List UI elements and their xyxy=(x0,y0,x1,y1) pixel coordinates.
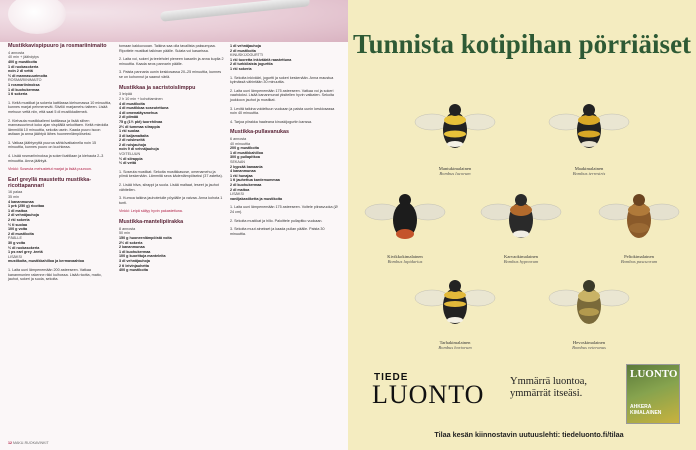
ad-slogan: Ymmärrä luontoa, ymmärrät itseäsi. xyxy=(510,376,587,399)
ingredient: 1 dl kuohukermaa xyxy=(119,249,151,254)
recipe-title: Mustikka-mantelipiirakka xyxy=(119,219,184,226)
ingredient: 2½ dl sokeria xyxy=(119,240,143,245)
ingredient: 2 tl leivinjauhetta xyxy=(119,263,149,268)
page-title: Tunnista kotipihan pörriäiset xyxy=(352,29,692,59)
ingredient: 1 tl sokeria xyxy=(8,92,28,97)
recipe-step: 1. Keitä mustikat ja sokeria kattilassa kiehumassa 10 minuuttia, kunnes marjat pehmenevät. Siivilöi marjamehu talteen. Lisää mehuun vettä niin, että saat 5 dl mustikkaliemeä. xyxy=(8,100,112,114)
ingredient-subheading: ROSMARIINIMAITO xyxy=(8,78,42,83)
ingredient: 1 rkl hunajaa xyxy=(230,173,253,178)
recipe-title: Earl greyllä maustettu mustikka-ricottapannari xyxy=(8,176,91,189)
ingredient: 400 g mustikoita xyxy=(119,268,148,273)
ingredient: 2 dl maitoa xyxy=(230,187,250,192)
ingredient: 1 rkl sokeria xyxy=(230,66,252,71)
recipe-step: 2. Laita uuni lämpenemään 175 asteeseen. Vatkaa voi ja sokeri vaahdoksi. Lisää kananmunat yksitellen hyvin vatkaten. Sekoita joukkoon jauhot ja mustikat. xyxy=(230,88,334,102)
bee-caption: Peltokimalainen Bombus pascuorum xyxy=(620,254,658,265)
bee-caption: Hevoskimalainen Bombus veteranus xyxy=(572,340,606,351)
ingredient: 3 dl kaljamaltaita xyxy=(119,133,149,138)
ingredient: 30 g voita xyxy=(8,240,26,245)
ingredient: 1 dl kuohukermaa xyxy=(8,87,40,92)
ingredient-subheading: PÄÄLLE xyxy=(8,236,22,241)
bee-illustration xyxy=(414,100,496,160)
page-footer xyxy=(8,441,49,445)
ingredient: mustikoita, mustikkahilloa ja kermavaahtoa xyxy=(8,259,85,264)
bee-illustration xyxy=(480,190,562,250)
ingredient: ½ dl siirappia xyxy=(119,156,143,161)
ingredient: ½ dl vettä xyxy=(119,161,137,166)
ingredient: 4 dl mustikoita xyxy=(119,101,145,106)
ingredient: 400 g mustikoita xyxy=(8,59,37,64)
recipe-title: Mustikkavispipuuro ja rosmariinimaito xyxy=(8,43,107,49)
recipe-column-1 xyxy=(8,44,113,282)
ingredient: 2 dl mustikoita xyxy=(8,231,34,236)
ingredient: 4 dl omenatäysmehua xyxy=(119,110,158,115)
ingredient-subheading: LISÄKSI xyxy=(230,192,244,197)
ingredient: 1 prk (250 g) ricottaa xyxy=(8,204,45,209)
bee-caption: Tarhakimalainen Bombus hortorum xyxy=(438,340,472,351)
ingredient-subheading: LISÄKSI xyxy=(8,254,22,259)
ingredient: 3 dl vehnäjauhoja xyxy=(119,258,150,263)
recipe-meta: 6 annosta 40 minuuttia xyxy=(230,137,251,146)
ingredient: noin 9 dl vehnäjauhoja xyxy=(119,147,159,152)
ingredient: 100 g kuorittuja manteleita xyxy=(119,254,166,259)
recipe-meta: 8 annosta 50 min xyxy=(119,226,136,236)
ingredient: 2 kypsää banaania xyxy=(230,164,263,169)
magazine-cover-headline: AHKERA KIMALAINEN xyxy=(630,404,662,416)
ingredient: 1 dl vehnäjauhoja xyxy=(230,44,261,48)
ingredient: 100 g voita xyxy=(8,227,28,232)
ad-subscribe-link[interactable]: Tilaa kesän kiinnostavin uutuuslehti: tiedeluonto.fi/tilaa xyxy=(434,430,624,439)
ingredient: 1 rosmariininoksa xyxy=(8,82,40,87)
bee-illustration xyxy=(548,100,630,160)
magazine-section: MAKU-RUOKAVINKIT xyxy=(13,441,49,445)
bee-illustration xyxy=(548,276,630,336)
ingredient: 2 dl mustikoita xyxy=(230,48,256,53)
ingredient: 1 dl ruokasokeria xyxy=(8,64,39,69)
recipe-step: 2. Kiehauta mustikkaliemi kattilassa ja lisää siihen mannasuurimot koko ajan vispilällä sekoittaen. Keitä miedolla lämmöllä 10 minuuttia, sekoita usein. Kaada puuro isoon astiaan ja anna jäähtyä lähes huoneenlämpöiseksi. xyxy=(8,118,109,137)
ad-brand-big: LUONTO xyxy=(372,380,485,409)
magazine-cover-title: LUONTO xyxy=(630,368,678,380)
recipe-step: 1. Laita uuni lämpenemään 175 asteeseen. Voitele piirasvuoka (Ø 24 cm). xyxy=(230,205,338,215)
recipe-step: tomaan kakkuvuoan. Taikina saa olla tavallista paksumpaa. Ripottele mustikat taikinan päälle. Sulata voi kasarissa. xyxy=(119,44,216,53)
bee-illustration xyxy=(598,190,680,250)
magazine-cover xyxy=(626,364,680,424)
recipe-step: 2. Sekoita mustikat ja hillo. Paloittele pullapitko vuokaan. xyxy=(230,218,323,223)
bee-page xyxy=(348,0,696,450)
ingredient: 2 dl turkkilaista jogurttia xyxy=(230,62,273,67)
recipe-step: 3. Paista pannaria uunin keskiosassa 20–25 minuuttia, kunnes se on kohonnut ja saanut väriä. xyxy=(119,70,222,79)
ingredient: noin 2 dl vettä xyxy=(8,69,33,74)
ingredient: 2 rkl sokeria xyxy=(8,218,30,223)
recipe-step: 2. Lisää hiiva, siirappi ja suola. Lisää maltaat, leseet ja jauhot vähitellen. xyxy=(119,183,219,192)
ingredient: 4 kananmunaa xyxy=(230,169,256,174)
ingredient: 1 rkl suolaa xyxy=(119,129,140,134)
recipe-column-2 xyxy=(119,44,224,273)
ingredient: 2 dl kuohukermaa xyxy=(230,183,262,188)
page-number: 12 xyxy=(8,441,12,445)
bee-caption: Kivikkokimalainen Bombus lapidarius xyxy=(387,254,423,265)
ingredient: ½ tl suolaa xyxy=(8,222,28,227)
recipe-tip: Vinkki: Soseuta mehustetut marjat ja lisää puuroon. xyxy=(8,167,92,172)
ingredient: 1 dl maitoa xyxy=(8,208,28,213)
recipe-step: 3. Levitä taikina voideltuun vuokaan ja paista uunin keskiosassa noin 40 minuuttia. xyxy=(230,106,335,116)
ingredient: 200 g mustikoita xyxy=(230,146,259,151)
ingredient-subheading: SEKAAN xyxy=(230,160,245,165)
recipe-title: Mustikkaa ja sacristoislimppu xyxy=(119,84,196,91)
recipe-step: 1. Sekoita inkivääri, jogurtti ja sokeri keskenään. Anna maustua kylmässä vähintään 30 minuuttia. xyxy=(230,75,334,85)
recipe-meta: 16 palaa 35 min xyxy=(8,190,23,200)
recipe-step: 1. Soseuta mustikat. Sekoita mustikkasose, omenamehu ja piimä keskenään. Lämmitä seos kädenlämpöiseksi (37 astetta). xyxy=(119,169,223,179)
recipe-step: 2. Laita voi, sokeri ja teelehdet pieneen kasariin ja anna kuplia 2 minuuttia. Kaada seos pannarin päälle. xyxy=(119,57,224,66)
ingredient-subheading: KINUSKIJOGURTTI xyxy=(230,53,264,58)
ingredient: vaniljakastiketta ja mustikoita xyxy=(230,196,283,201)
ingredient: 75 g (1½ pkt) tuorehiivaa xyxy=(119,119,163,124)
ingredient: 4 kananmunaa xyxy=(8,199,34,204)
recipe-step: 4. Tarjoa piirakka haaleana kinuskijogurtin kanssa. xyxy=(230,119,313,124)
ingredient: 300 g pullapitkoa xyxy=(230,155,260,160)
recipe-step: 3. Kumoa taikina jauhotetulle pöydälle ja vaivaa. Anna kohota 1 tunti. xyxy=(119,196,223,205)
food-photo xyxy=(0,0,348,42)
recipe-step: 1. Laita uuni lämpenemään 200 asteeseen. Vatkaa kananmunien rakenne rikki kulhossa. Lisää ricotta, maito, jauhot, sokeri ja suola, sekoita. xyxy=(8,267,102,282)
ingredient: 1 tl jauhettua kardemummaa xyxy=(230,178,280,183)
recipe-column-3 xyxy=(230,44,338,236)
bee-caption: Karvaokimalainen Bombus hypnorum xyxy=(503,254,539,265)
ingredient: 2½ dl tummaa siirappia xyxy=(119,124,160,129)
ingredient-subheading: VOITELUUN xyxy=(119,152,141,157)
recipe-tip: Vinkki: Leipä säilyy hyvin pakastettuna. xyxy=(119,209,183,214)
ingredient: 1 rkl tuoretta inkivääriä raastettuna xyxy=(230,57,292,62)
cup-image xyxy=(8,0,66,34)
subscription-ad[interactable] xyxy=(364,364,684,438)
ad-brand-small: TIEDE xyxy=(374,372,409,383)
recipe-step: 3. Vatkaa jäähtynyttä puuroa sähkövatkainella noin 15 minuuttia, kunnes puuro on kuohkeaa. xyxy=(8,140,97,150)
recipe-title: Mustikka-pullavanukas xyxy=(230,129,290,136)
ingredient: ½ dl ruokasokeria xyxy=(8,245,40,250)
recipe-meta: 3 leipää 2 h 10 min + kohottaminen xyxy=(119,92,163,101)
ingredient: 4 dl mustikkaa soseutettuna xyxy=(119,106,169,111)
bee-illustration xyxy=(414,276,496,336)
spoon-image xyxy=(160,0,310,22)
recipe-meta: 4 annosta 40 min + jäähdytys xyxy=(8,50,39,60)
recipe-step: 4. Lisää rosmariininoksa ja sokeri kattilaan ja kiehauta 2–3 minuuttia. Anna jäähtyä. xyxy=(8,154,104,163)
ingredient: ½ dl mannasuurimoita xyxy=(8,73,48,78)
ingredient: 2 dl ruisjauhoja xyxy=(119,142,147,147)
ingredient: 2 dl ruisleseitä xyxy=(119,138,145,143)
ingredient: 150 g huoneenlämpöistä voita xyxy=(119,236,172,240)
ingredient: 2 kananmunaa xyxy=(119,245,145,250)
bee-caption: Mantukimalainen Bombus lucorum xyxy=(438,166,472,177)
bee-illustration xyxy=(364,190,446,250)
recipe-step: 3. Sekoita muut ainekset ja kaada pullan päälle. Paista 30 minuuttia. xyxy=(230,227,325,236)
bee-caption: Maakimalainen Bombus terrestris xyxy=(572,166,606,177)
ingredient: 2 dl vehnäjauhoja xyxy=(8,213,39,218)
ingredient: 2 dl piimää xyxy=(119,115,139,120)
ingredient: 1 ps earl grey -teetä xyxy=(8,250,43,255)
ingredient: 1 dl mustikkahilloa xyxy=(230,150,263,155)
